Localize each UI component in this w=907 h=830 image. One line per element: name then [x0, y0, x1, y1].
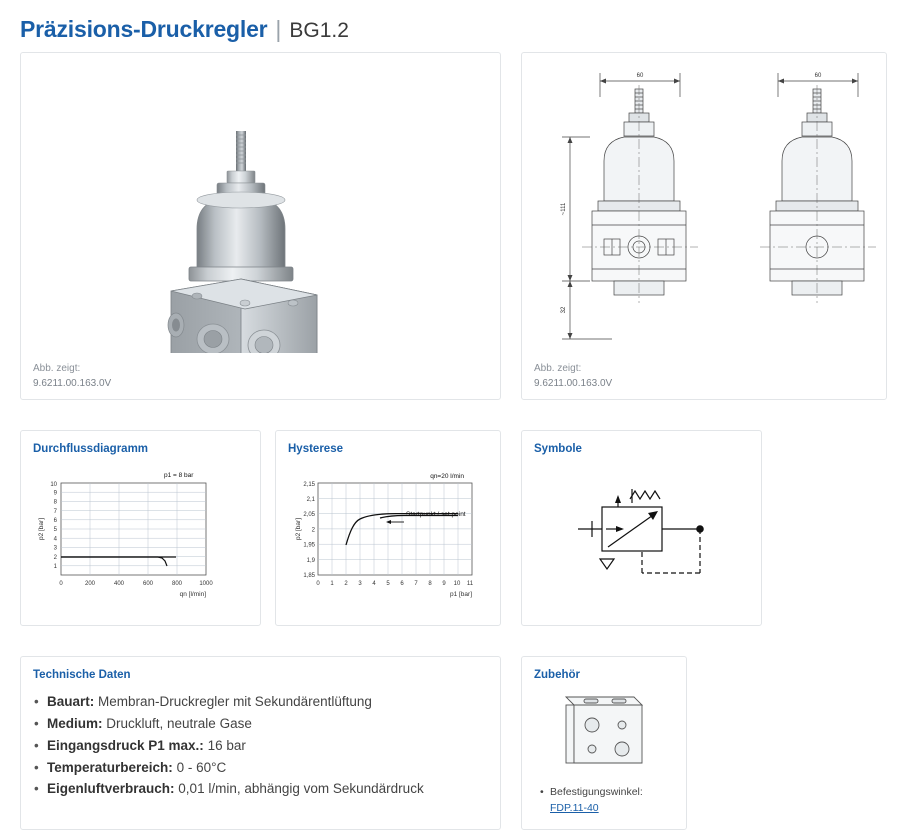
svg-text:p2 [bar]: p2 [bar]	[295, 517, 302, 541]
tech-row-eigenluftverbrauch	[47, 778, 500, 800]
svg-text:1,9: 1,9	[306, 558, 315, 564]
svg-text:1,85: 1,85	[303, 573, 315, 579]
svg-text:5: 5	[386, 581, 390, 587]
tech-label: Medium:	[47, 715, 103, 731]
svg-text:8: 8	[428, 581, 432, 587]
svg-text:p1 = 8 bar: p1 = 8 bar	[164, 472, 194, 479]
technical-data-card	[20, 656, 501, 830]
svg-text:9: 9	[53, 490, 57, 497]
page-subtitle: BG1.2	[289, 19, 349, 42]
svg-text:Startpunkt / set point: Startpunkt / set point	[406, 511, 466, 518]
product-photo-card	[20, 52, 501, 400]
flow-diagram-title: Durchflussdiagramm	[33, 443, 149, 455]
svg-text:60: 60	[814, 73, 822, 79]
svg-text:4: 4	[372, 581, 376, 587]
technical-data-list	[21, 691, 500, 800]
tech-value: 0,01 l/min, abhängig vom Sekundärdruck	[178, 781, 424, 797]
tech-value: 16 bar	[207, 737, 246, 753]
svg-text:1: 1	[330, 581, 334, 587]
svg-text:0: 0	[316, 581, 320, 587]
svg-text:0: 0	[59, 581, 63, 587]
pneumatic-symbol	[522, 459, 763, 614]
svg-text:2: 2	[311, 527, 315, 534]
svg-text:9: 9	[442, 581, 446, 587]
dimension-caption-value: 9.6211.00.163.0V	[534, 377, 613, 389]
tech-label: Eingangsdruck P1 max.:	[47, 737, 204, 753]
svg-text:10: 10	[50, 482, 57, 488]
dimension-caption-label: Abb. zeigt:	[534, 363, 582, 374]
svg-text:2,1: 2,1	[306, 497, 315, 503]
accessories-title: Zubehör	[534, 669, 580, 681]
symbols-title: Symbole	[534, 443, 582, 455]
accessory-link[interactable]: FDP.11-40	[550, 801, 599, 814]
tech-value: Druckluft, neutrale Gase	[106, 715, 252, 731]
svg-text:4: 4	[53, 536, 57, 543]
accessory-item	[540, 785, 690, 817]
hysteresis-card	[275, 430, 501, 626]
svg-text:6: 6	[400, 581, 404, 587]
svg-text:qn [l/min]: qn [l/min]	[179, 591, 206, 598]
svg-text:p1 [bar]: p1 [bar]	[449, 591, 472, 598]
tech-row-eingangsdruck	[47, 735, 500, 757]
product-photo	[21, 53, 500, 353]
svg-text:400: 400	[113, 581, 125, 587]
tech-value: Membran-Druckregler mit Sekundärentlüftung	[98, 694, 372, 709]
svg-text:600: 600	[142, 581, 154, 587]
tech-label: Eigenluftverbrauch:	[47, 781, 175, 797]
svg-text:3: 3	[53, 545, 57, 552]
page-title: Präzisions-Druckregler	[20, 16, 268, 42]
svg-text:p2 [bar]: p2 [bar]	[38, 517, 45, 541]
svg-text:5: 5	[53, 527, 57, 533]
svg-text:7: 7	[53, 509, 57, 515]
svg-text:10: 10	[453, 581, 461, 587]
hysteresis-chart	[276, 465, 502, 615]
svg-text:1,95: 1,95	[303, 542, 315, 549]
svg-text:200: 200	[84, 581, 96, 587]
flow-diagram-card	[20, 430, 261, 626]
tech-row-temperaturbereich	[47, 757, 500, 779]
svg-text:1: 1	[53, 564, 57, 570]
dimension-drawing	[522, 53, 888, 353]
mounting-bracket-image	[560, 691, 650, 771]
accessories-card	[521, 656, 687, 830]
title-separator: |	[275, 16, 282, 42]
svg-text:11: 11	[466, 581, 474, 587]
hysteresis-title: Hysterese	[288, 443, 343, 455]
svg-text:800: 800	[171, 581, 183, 587]
tech-value: 0 - 60°C	[176, 759, 227, 775]
tech-row-bauart	[47, 691, 500, 713]
bullet-icon: •	[540, 786, 544, 798]
photo-caption-value: 9.6211.00.163.0V	[33, 377, 112, 389]
dimension-caption	[534, 362, 612, 391]
dimension-drawing-card	[521, 52, 887, 400]
tech-label: Temperaturbereich:	[47, 759, 173, 775]
accessory-label: Befestigungswinkel:	[550, 786, 643, 798]
svg-text:8: 8	[53, 499, 57, 506]
svg-text:2,15: 2,15	[303, 482, 315, 488]
svg-text:1000: 1000	[199, 581, 213, 587]
svg-text:2: 2	[53, 555, 57, 561]
flow-diagram-chart	[21, 465, 262, 615]
svg-text:60: 60	[636, 73, 644, 79]
photo-caption-label: Abb. zeigt:	[33, 363, 81, 374]
photo-caption	[33, 362, 111, 391]
svg-text:qn=20 l/min: qn=20 l/min	[430, 473, 464, 480]
svg-text:~111: ~111	[561, 202, 567, 216]
svg-text:7: 7	[414, 581, 418, 587]
page-header	[20, 16, 349, 43]
tech-row-medium	[47, 713, 500, 735]
technical-data-title: Technische Daten	[33, 669, 131, 681]
tech-label: Bauart:	[47, 694, 95, 709]
svg-text:6: 6	[53, 518, 57, 524]
symbols-card	[521, 430, 762, 626]
svg-text:3: 3	[358, 581, 362, 587]
svg-text:32: 32	[561, 306, 567, 314]
svg-text:2: 2	[344, 581, 348, 587]
svg-text:2,05: 2,05	[303, 512, 315, 518]
